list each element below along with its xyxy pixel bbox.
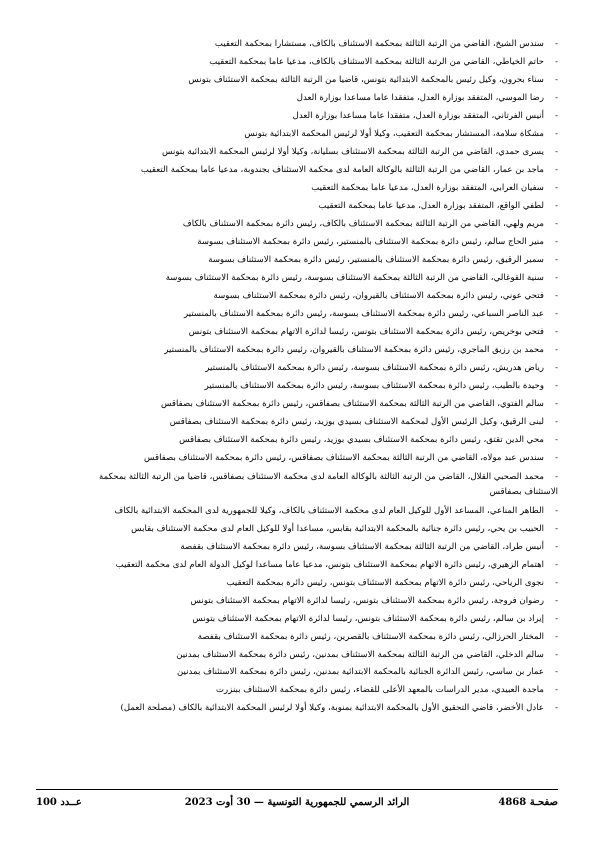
list-item: [36, 611, 558, 629]
list-bullet: -: [555, 146, 558, 157]
entry-text: المختار الحرزالي، رئيس دائرة بمحكمة الاستئناف بالقصرين، رئيس دائرة بمحكمة الاستئناف بقفصة: [197, 631, 544, 642]
entry-text: سنية القوغالي، القاضي من الرتبة الثالثة بمحكمة الاستئناف بسوسة، رئيس دائرة بمحكمة الاستئناف بسوسة: [165, 272, 544, 283]
entry-text: ماجدة العبيدي، مدير الدراسات بالمعهد الأعلى للقضاء، رئيس دائرة بمحكمة الاستئناف ببنزرت: [215, 685, 544, 696]
list-item: [36, 54, 558, 72]
page-number: صفحـة 4868: [498, 797, 558, 808]
list-bullet: -: [555, 236, 558, 247]
entry-text: أنيس الفرتاني، المتفقد بوزارة العدل، متفقدا عاما مساعدا بوزارة العدل: [292, 110, 544, 121]
entry-text: سمير الرقيق، رئيس دائرة بمحكمة الاستئناف بالمنستير، رئيس دائرة بمحكمة الاستئناف بسوسة: [208, 254, 544, 265]
entry-text: اهتمام الزهيري، رئيس دائرة الاتهام بمحكمة الاستئناف بتونس، مدعيا عاما مساعدا لوكيل الدولة العام لدى محكمة التعقيب: [115, 559, 544, 570]
list-bullet: -: [555, 595, 558, 606]
entry-text: سالم الفتوي، القاضي من الرتبة الثالثة بمحكمة الاستئناف بصفاقس، رئيس دائرة بمحكمة الاستئناف بصفاقس: [160, 398, 544, 409]
page-footer: [36, 797, 558, 813]
list-bullet: -: [555, 164, 558, 175]
entry-text: إيراد بن سالم، رئيس دائرة بمحكمة الاستئناف بتونس، رئيسا لدائرة الاتهام بمحكمة الاستئناف بتونس: [192, 613, 544, 624]
list-bullet: -: [555, 39, 558, 49]
list-bullet: -: [555, 254, 558, 265]
list-item: [36, 270, 558, 288]
entry-text: رياض هدريش، رئيس دائرة بمحكمة الاستئناف بسوسة، رئيس دائرة بمحكمة الاستئناف بالمنستير: [205, 362, 544, 373]
entry-text: سالم الدخلي، القاضي من الرتبة الثالثة بمحكمة الاستئناف بمدنين، رئيس دائرة بمحكمة الاستئناف بمدنين: [176, 649, 544, 660]
list-bullet: -: [555, 577, 558, 588]
list-item: [36, 664, 558, 682]
list-item: [36, 629, 558, 647]
list-item: [36, 288, 558, 306]
list-bullet: -: [555, 471, 558, 482]
entry-text: عمار بن ساسي، رئيس الدائرة الجنائية بالمحكمة الابتدائية بمدنين، رئيس دائرة بمحكمة الاستئناف بمدنين: [176, 667, 544, 678]
entry-text: نجوى الرياحي، رئيس دائرة الاتهام بمحكمة الاستئناف بتونس، رئيس دائرة بمحكمة التعقيب: [226, 577, 544, 588]
entry-text: سفيان العرابي، المتفقد بوزارة العدل، مدعيا عاما بمحكمة التعقيب: [311, 182, 544, 193]
entry-text: لبنى الرقيق، وكيل الرئيس الأول لمحكمة الاستئناف بسيدي بوزيد، رئيس دائرة بمحكمة الاستئناف بصفاقس: [169, 416, 544, 427]
list-item: [36, 360, 558, 378]
entry-text: فتحي عوني، رئيس دائرة بمحكمة الاستئناف بالقيروان، رئيس دائرة بمحكمة الاستئناف بسوسة: [213, 290, 544, 301]
list-item: [36, 682, 558, 700]
entry-text: منير الحاج سالم، رئيس دائرة بمحكمة الاستئناف بالمنستير، رئيس دائرة بمحكمة الاستئناف بسوسة: [197, 236, 544, 247]
list-bullet: -: [555, 92, 558, 103]
list-bullet: -: [555, 380, 558, 391]
list-bullet: -: [555, 398, 558, 409]
list-item: [36, 180, 558, 198]
list-bullet: -: [555, 523, 558, 534]
list-item: [36, 521, 558, 539]
entry-text: سندس عبد مولاه، القاضي من الرتبة الثالثة بمحكمة الاستئناف بصفاقس، رئيس دائرة بمحكمة الاستئناف بصفاقس: [144, 452, 544, 463]
list-item: [36, 647, 558, 665]
list-item: [36, 432, 558, 450]
list-bullet: -: [555, 505, 558, 516]
list-item: [36, 162, 558, 180]
list-bullet: -: [555, 56, 558, 67]
list-item: [36, 252, 558, 270]
entry-text: عبد الناصر السباعي، رئيس دائرة بمحكمة الاستئناف بسوسة، رئيس دائرة بمحكمة الاستئناف بالمنستير: [183, 308, 544, 319]
list-bullet: -: [555, 362, 558, 373]
entry-text: عادل الأخضر، قاضي التحقيق الأول بالمحكمة الابتدائية بمنوبة، وكيلا أولا لرئيس المحكمة الابتدائية بالكاف (مصلحة العمل): [120, 703, 544, 714]
entry-text: سندس الشيخ، القاضي من الرتبة الثالثة بمحكمة الاستئناف بالكاف، مستشارا بمحكمة التعقيب: [214, 39, 544, 49]
entry-text: فتحي بوخريص، رئيس دائرة بمحكمة الاستئناف بتونس، رئيسا لدائرة الاتهام بمحكمة الاستئناف بتونس: [188, 326, 544, 337]
list-bullet: -: [555, 667, 558, 678]
entry-text: محي الدين تقتق، رئيس دائرة بمحكمة الاستئناف بسيدي بوزيد، رئيس دائرة بمحكمة الاستئناف بصفاقس: [179, 434, 544, 445]
list-item: [36, 378, 558, 396]
entry-text: وحيدة بالطيب، رئيس دائرة بمحكمة الاستئناف بسوسة، رئيس دائرة بمحكمة الاستئناف بالمنستير: [204, 380, 544, 391]
list-item: [36, 126, 558, 144]
list-bullet: -: [555, 541, 558, 552]
entry-text: مشكاة سلامة، المستشار بمحكمة التعقيب، وكيلا أولا لرئيس المحكمة الابتدائية بتونس: [244, 128, 544, 139]
list-item: [36, 306, 558, 324]
list-bullet: -: [555, 649, 558, 660]
issue-number: عــدد 100: [36, 797, 82, 808]
entry-text: محمد الصحبي القلال، القاضي من الرتبة الثالثة بالوكالة العامة لدى محكمة الاستئناف بصفاقس، قاضيا من الرتبة الثالثة بمحكمة: [98, 471, 544, 482]
entry-text: الحبيب بن يحي، رئيس دائرة جنائية بالمحكمة الابتدائية بقابس، مساعدا أولا للوكيل العام لدى محكمة الاستئناف بقابس: [131, 523, 544, 534]
list-item: [36, 234, 558, 252]
list-item: [36, 342, 558, 360]
list-bullet: -: [555, 218, 558, 229]
list-bullet: -: [555, 452, 558, 463]
list-bullet: -: [555, 200, 558, 211]
list-item: [36, 72, 558, 90]
footer-divider: [36, 789, 558, 790]
list-bullet: -: [555, 74, 558, 85]
entry-text: الطاهر المناعي، المساعد الأول للوكيل العام لدى محكمة الاستئناف بالكاف، وكيلا للجمهورية لدى المحكمة الابتدائية بالكاف: [114, 505, 544, 516]
list-bullet: -: [555, 290, 558, 301]
list-bullet: -: [555, 613, 558, 624]
list-bullet: -: [555, 272, 558, 283]
list-bullet: -: [555, 416, 558, 427]
list-item: [36, 575, 558, 593]
list-item: [36, 108, 558, 126]
entry-text: حاتم الخياطي، القاضي من الرتبة الثالثة بمحكمة الاستئناف بالكاف، مدعيا عاما بمحكمة التعقيب: [209, 56, 544, 67]
list-item: [36, 198, 558, 216]
list-item: [36, 36, 558, 54]
publication-title: الرائد الرسمي للجمهورية التونسية — 30 أوت 2023: [184, 797, 410, 808]
list-item: [36, 539, 558, 557]
list-bullet: -: [555, 703, 558, 714]
list-bullet: -: [555, 559, 558, 570]
list-item: [36, 396, 558, 414]
list-item: [36, 144, 558, 162]
list-bullet: -: [555, 685, 558, 696]
entry-text: أنيس طراد، القاضي من الرتبة الثالثة بمحكمة الاستئناف بسوسة، رئيس دائرة بمحكمة الاستئناف بقفصة: [180, 541, 544, 552]
entry-text: سناء بحرون، وكيل رئيس بالمحكمة الابتدائية بتونس، قاضيا من الرتبة الثالثة بمحكمة الاستئناف بتونس: [188, 74, 544, 85]
list-item: [36, 90, 558, 108]
list-bullet: -: [555, 308, 558, 319]
entry-text: ماجد بن عمار، القاضي من الرتبة الثالثة بالوكالة العامة لدى محكمة الاستئناف بجندوبة، مدعيا عاما بمحكمة التعقيب: [140, 164, 544, 175]
list-bullet: -: [555, 110, 558, 121]
list-item: [36, 468, 558, 503]
entry-text: يسرى حمدي، القاضي من الرتبة الثالثة بمحكمة الاستئناف بسليانة، وكيلا أولا لرئيس المحكمة الابتدائية بتونس: [161, 146, 544, 157]
list-item: [36, 216, 558, 234]
list-item: [36, 593, 558, 611]
appointment-list: [36, 36, 558, 718]
list-item: [36, 557, 558, 575]
entry-text: محمد بن رزيق الماجري، رئيس دائرة بمحكمة الاستئناف بالقيروان، رئيس دائرة بمحكمة الاستئناف بالمنستير: [164, 344, 544, 355]
entry-text: رضا الموسي، المتفقد بوزارة العدل، متفقدا عاما مساعدا بوزارة العدل: [296, 92, 544, 103]
list-item: [36, 450, 558, 468]
list-bullet: -: [555, 182, 558, 193]
list-item: [36, 700, 558, 718]
list-bullet: -: [555, 128, 558, 139]
entry-text: رضوان فروجة، رئيس دائرة بمحكمة الاستئناف بتونس، رئيسا لدائرة الاتهام بمحكمة الاستئناف بتونس: [190, 595, 544, 606]
list-bullet: -: [555, 344, 558, 355]
list-item: [36, 414, 558, 432]
entry-text: مريم ولهي، القاضي من الرتبة الثالثة بمحكمة الاستئناف بالكاف، رئيس دائرة بمحكمة الاستئناف بالكاف: [182, 218, 544, 229]
list-bullet: -: [555, 434, 558, 445]
list-item: [36, 324, 558, 342]
list-item: [36, 503, 558, 521]
list-bullet: -: [555, 326, 558, 337]
entry-continuation: الاستئناف بصفاقس: [489, 486, 558, 497]
entry-text: لطفي الواقع، المتفقد بوزارة العدل، مدعيا عاما بمحكمة التعقيب: [318, 200, 544, 211]
list-bullet: -: [555, 631, 558, 642]
